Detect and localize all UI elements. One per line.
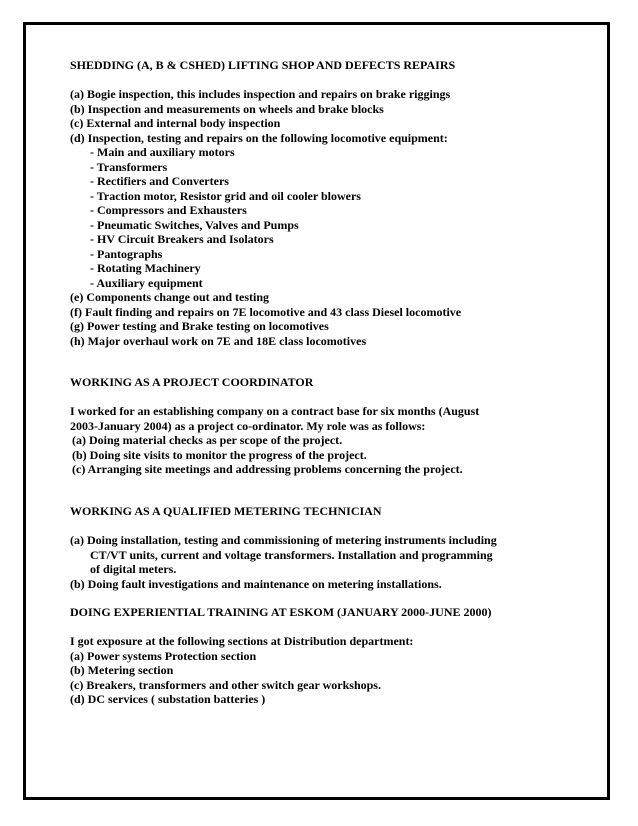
list-item: (c) External and internal body inspection	[70, 116, 281, 130]
sub-list-item: - Auxiliary equipment	[90, 275, 203, 290]
paragraph-line: 2003-January 2004) as a project co-ordinator. My role was as follows:	[70, 418, 426, 433]
list-item: (b) Inspection and measurements on wheels and brake blocks	[70, 101, 384, 116]
sub-list-item: - Transformers	[90, 159, 168, 174]
section-heading-metering-technician: WORKING AS A QUALIFIED METERING TECHNICIAN	[70, 504, 382, 518]
paragraph-line: I worked for an establishing company on a contract base for six months (August	[70, 404, 480, 418]
list-item: (b) Metering section	[70, 663, 174, 677]
list-item: (f) Fault finding and repairs on 7E locomotive and 43 class Diesel locomotive	[70, 304, 462, 319]
list-item: (a) Doing installation, testing and commissioning of metering instruments including	[70, 533, 497, 547]
sub-list-item: - Pneumatic Switches, Valves and Pumps	[90, 217, 299, 232]
list-item-continuation: CT/VT units, current and voltage transformers. Installation and programming	[90, 547, 493, 562]
sub-list-item: - HV Circuit Breakers and Isolators	[90, 232, 274, 246]
list-item: (e) Components change out and testing	[70, 290, 270, 304]
sub-list-item: - Compressors and Exhausters	[90, 203, 247, 217]
list-item: (b) Doing site visits to monitor the progress of the project.	[72, 447, 367, 462]
list-item: (h) Major overhaul work on 7E and 18E class locomotives	[70, 333, 367, 348]
section-heading-experiential-training: DOING EXPERIENTIAL TRAINING AT ESKOM (JANUARY 2000-JUNE 2000)	[70, 605, 492, 619]
sub-list-item: - Pantographs	[90, 246, 163, 261]
list-item: (b) Doing fault investigations and maintenance on metering installations.	[70, 576, 442, 591]
sub-list-item: - Rectifiers and Converters	[90, 174, 229, 188]
list-item-continuation: of digital meters.	[90, 562, 177, 576]
list-item: (d) Inspection, testing and repairs on the following locomotive equipment:	[70, 130, 448, 145]
section-heading-shedding: SHEDDING (A, B & CSHED) LIFTING SHOP AND DEFECTS REPAIRS	[70, 58, 456, 72]
sub-list-item: - Traction motor, Resistor grid and oil cooler blowers	[90, 188, 361, 203]
list-item: (g) Power testing and Brake testing on locomotives	[70, 319, 329, 333]
section-heading-project-coordinator: WORKING AS A PROJECT COORDINATOR	[70, 375, 314, 389]
list-item: (d) DC services ( substation batteries )	[70, 692, 266, 706]
list-item: (a) Doing material checks as per scope of the project.	[72, 433, 343, 447]
list-item: (c) Breakers, transformers and other switch gear workshops.	[70, 677, 381, 692]
list-item: (a) Power systems Protection section	[70, 648, 257, 663]
paragraph-line: I got exposure at the following sections at Distribution department:	[70, 634, 414, 648]
sub-list-item: - Main and auxiliary motors	[90, 145, 235, 159]
list-item: (a) Bogie inspection, this includes inspection and repairs on brake riggings	[70, 87, 451, 101]
list-item: (c) Arranging site meetings and addressing problems concerning the project.	[72, 462, 463, 476]
sub-list-item: - Rotating Machinery	[90, 261, 201, 275]
